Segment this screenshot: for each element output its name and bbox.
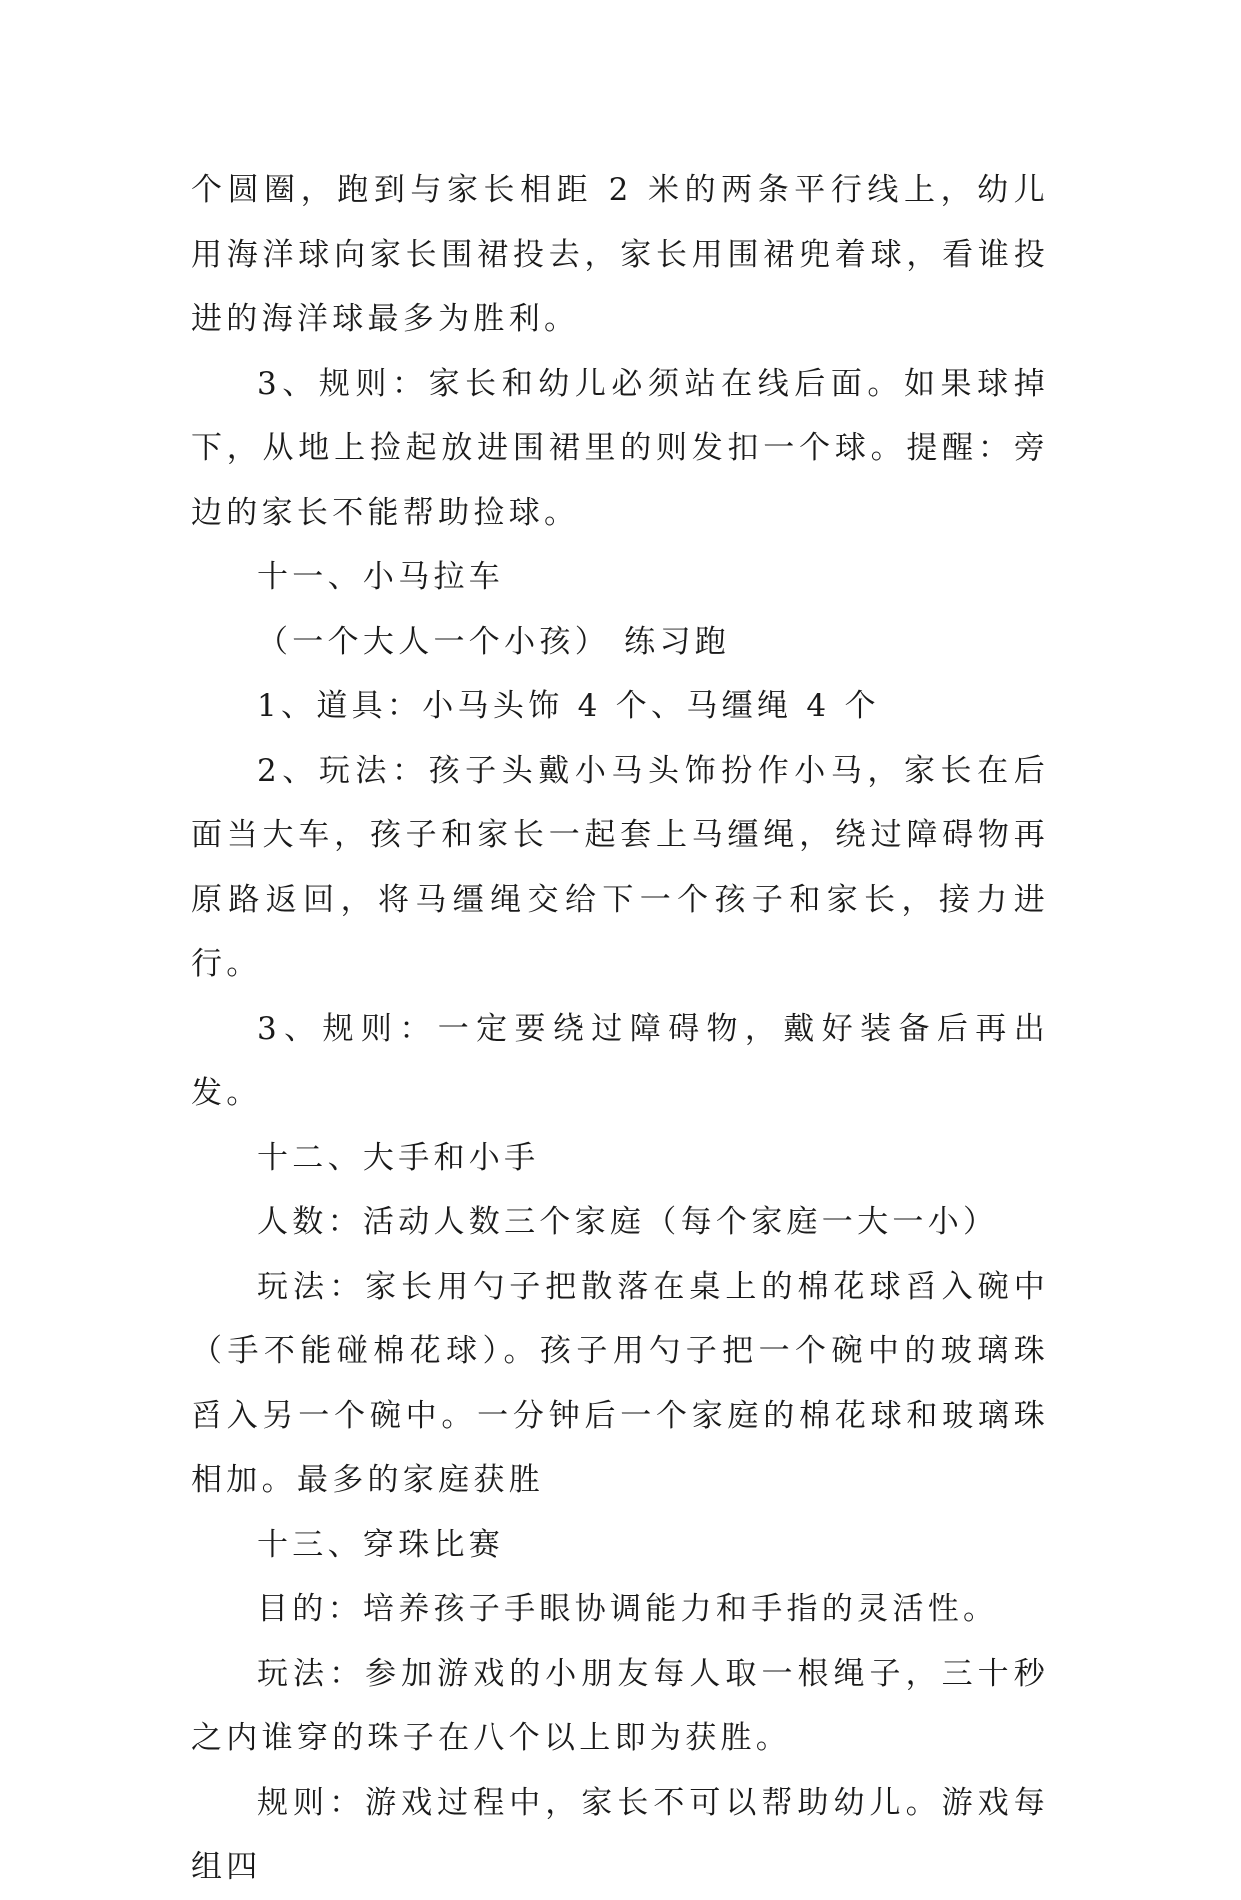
paragraph-big-hand-participants: 人数：活动人数三个家庭（每个家庭一大一小） [257,1204,999,1240]
paragraph-bead-threading-rules: 规则：游戏过程中，家长不可以帮助幼儿。游戏每组四 [191,1784,1049,1885]
section-heading-bead-threading: 十三、穿珠比赛 [257,1526,505,1563]
paragraph-ocean-ball-rules: 3、规则：家长和幼儿必须站在线后面。如果球掉下，从地上捡起放进围裙里的则发扣一个球。提醒：旁边的家长不能帮助捡球。 [191,365,1049,531]
paragraph-pony-cart-props: 1、道具：小马头饰 4 个、马缰绳 4 个 [257,688,880,724]
paragraph-bead-threading-play: 玩法：参加游戏的小朋友每人取一根绳子，三十秒之内谁穿的珠子在八个以上即为获胜。 [191,1655,1049,1756]
paragraph-ocean-ball-play: 个圆圈，跑到与家长相距 2 米的两条平行线上，幼儿用海洋球向家长围裙投去，家长用围裙兜着球，看谁投进的海洋球最多为胜利。 [191,172,1049,337]
paragraph-pony-cart-rules: 3、规则：一定要绕过障碍物，戴好装备后再出发。 [191,1010,1049,1111]
paragraph-pony-cart-participants: （一个大人一个小孩） 练习跑 [257,623,731,660]
document-page [191,158,1049,1900]
paragraph-big-hand-play: 玩法：家长用勺子把散落在桌上的棉花球舀入碗中（手不能碰棉花球）。孩子用勺子把一个碗中的玻璃珠舀入另一个碗中。一分钟后一个家庭的棉花球和玻璃珠相加。最多的家庭获胜 [191,1268,1049,1498]
paragraph-bead-threading-goal: 目的：培养孩子手眼协调能力和手指的灵活性。 [257,1591,999,1627]
section-heading-pony-cart: 十一、小马拉车 [257,559,505,595]
section-heading-big-hand-small-hand: 十二、大手和小手 [257,1139,540,1176]
paragraph-pony-cart-play: 2、玩法：孩子头戴小马头饰扮作小马，家长在后面当大车，孩子和家长一起套上马缰绳，绕过障碍物再原路返回，将马缰绳交给下一个孩子和家长，接力进行。 [191,752,1049,982]
